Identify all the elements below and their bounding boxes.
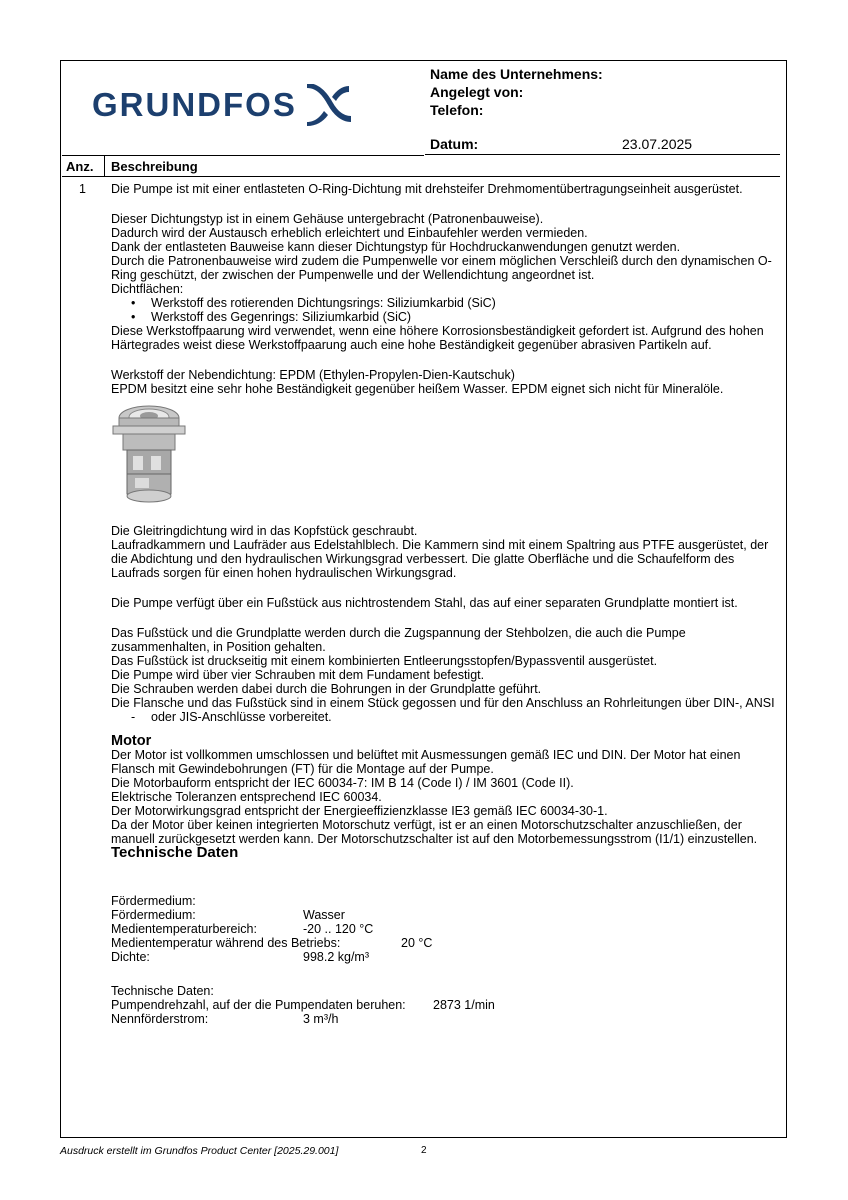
grundfos-x-icon [303,84,353,126]
paragraph: Die Schrauben werden dabei durch die Bohrungen in der Grundplatte geführt. [111,682,542,696]
temp-op-row [111,936,777,950]
tech-section-title: Technische Daten [111,844,239,861]
temp-range-label: Medientemperaturbereich: [111,922,257,936]
paragraph: Dichtflächen: [111,282,184,296]
paragraph: Diese Werkstoffpaarung wird verwendet, wenn eine höhere Korrosionsbeständigkeit gefordert ist. Aufgrund des hohen Härtegrades weist diese Werkstoffpaarung auch eine hohe Beständigkeit gegenüber abrasiven Partikeln auf. [111,324,764,352]
shaft-seal-illustration [111,404,193,514]
footer-text: Ausdruck erstellt im Grundfos Product Center [2025.29.001] [60,1145,339,1157]
list-item: - oder JIS-Anschlüsse vorbereitet. [111,710,777,724]
header-divider [425,154,780,155]
date-label: Datum: [430,136,479,152]
paragraph: Die Pumpe verfügt über ein Fußstück aus nichtrostendem Stahl, das auf einer separaten Grundplatte montiert ist. [111,596,738,610]
paragraph: Die Flansche und das Fußstück sind in einem Stück gegossen und für den Anschluss an Rohrleitungen über DIN-, ANSI [111,696,775,710]
temp-op-label: Medientemperatur während des Betriebs: [111,936,341,950]
created-by-label: Angelegt von: [430,84,524,100]
column-desc-header: Beschreibung [111,159,198,174]
description-content [111,182,777,1026]
medium-value: Wasser [303,908,345,922]
date-value: 23.07.2025 [622,136,693,152]
paragraph: Durch die Patronenbauweise wird zudem die Pumpenwelle vor einem möglichen Verschleiß durch den dynamischen O-Ring geschützt, der zwischen der Pumpenwelle und der Wellendichtung angeordnet ist. [111,254,772,282]
column-separator [104,156,105,176]
flow-label: Nennförderstrom: [111,1012,209,1026]
flow-row [111,1012,777,1026]
medium-label: Fördermedium: [111,908,196,922]
medium-row [111,908,777,922]
paragraph: Da der Motor über keinen integrierten Motorschutz verfügt, ist er an einen Motorschutzschalter anzuschließen, der manuell zurückgesetzt werden kann. Der Motorschutzschalter ist auf den Motorbemessungsstrom (I1/1) einzustellen. [111,818,758,846]
flow-value: 3 m³/h [303,1012,339,1026]
medium-header: Fördermedium: [111,894,196,908]
header-divider-left [62,155,424,156]
paragraph: Das Fußstück und die Grundplatte werden durch die Zugspannung der Stehbolzen, die auch die Pumpe zusammenhalten, in Position gehalten. [111,626,686,654]
tech-header: Technische Daten: [111,984,214,998]
density-row [111,950,777,964]
paragraph: Die Pumpe ist mit einer entlasteten O-Ring-Dichtung mit drehsteifer Drehmomentübertragungseinheit ausgerüstet. [111,182,743,196]
temp-range-value: -20 .. 120 °C [303,922,374,936]
temp-op-value: 20 °C [401,936,433,950]
paragraph: Laufradkammern und Laufräder aus Edelstahlblech. Die Kammern sind mit einem Spaltring aus PTFE ausgerüstet, der die Abdichtung und den hydraulischen Wirkungsgrad verbessert. Die glatte Oberfläche und die Schaufelform des Laufrads sorgen für einen hohen hydraulischen Wirkungsgrad. [111,538,769,580]
company-label: Name des Unternehmens: [430,66,603,82]
speed-label: Pumpendrehzahl, auf der die Pumpendaten beruhen: [111,998,406,1012]
column-header-divider [62,176,780,177]
grundfos-logo [92,84,353,126]
column-qty-header: Anz. [66,159,94,174]
paragraph: Dank der entlasteten Bauweise kann dieser Dichtungstyp für Hochdruckanwendungen genutzt werden. [111,240,681,254]
list-item: • Werkstoff des Gegenrings: Siliziumkarbid (SiC) [111,310,777,324]
paragraph: Dadurch wird der Austausch erheblich erleichtert und Einbaufehler werden vermieden. [111,226,588,240]
paragraph: Elektrische Toleranzen entsprechend IEC 60034. [111,790,382,804]
speed-value: 2873 1/min [433,998,495,1012]
paragraph: Die Gleitringdichtung wird in das Kopfstück geschraubt. [111,524,418,538]
list-item: • Werkstoff des rotierenden Dichtungsrings: Siliziumkarbid (SiC) [111,296,777,310]
phone-label: Telefon: [430,102,484,118]
shaft-seal-image [111,404,193,514]
logo-text: GRUNDFOS [92,86,297,123]
paragraph: Die Motorbauform entspricht der IEC 60034-7: IM B 14 (Code I) / IM 3601 (Code II). [111,776,574,790]
row-number: 1 [79,182,86,196]
paragraph: Der Motor ist vollkommen umschlossen und belüftet mit Ausmessungen gemäß IEC und DIN. Der Motor hat einen Flansch mit Gewindebohrungen (FT) für die Montage auf der Pumpe. [111,748,741,776]
density-label: Dichte: [111,950,150,964]
density-value: 998.2 kg/m³ [303,950,370,964]
paragraph: Die Pumpe wird über vier Schrauben mit dem Fundament befestigt. [111,668,485,682]
paragraph: Das Fußstück ist druckseitig mit einem kombinierten Entleerungsstopfen/Bypassventil ausgerüstet. [111,654,658,668]
temp-range-row [111,922,777,936]
paragraph: Werkstoff der Nebendichtung: EPDM (Ethylen-Propylen-Dien-Kautschuk) [111,368,515,382]
page-number: 2 [421,1145,427,1156]
paragraph: Der Motorwirkungsgrad entspricht der Energieeffizienzklasse IE3 gemäß IEC 60034-30-1. [111,804,608,818]
paragraph: EPDM besitzt eine sehr hohe Beständigkeit gegenüber heißem Wasser. EPDM eignet sich nicht für Mineralöle. [111,382,724,396]
paragraph: Dieser Dichtungstyp ist in einem Gehäuse untergebracht (Patronenbauweise). [111,212,544,226]
motor-section-title: Motor [111,733,152,749]
speed-row [111,998,777,1012]
